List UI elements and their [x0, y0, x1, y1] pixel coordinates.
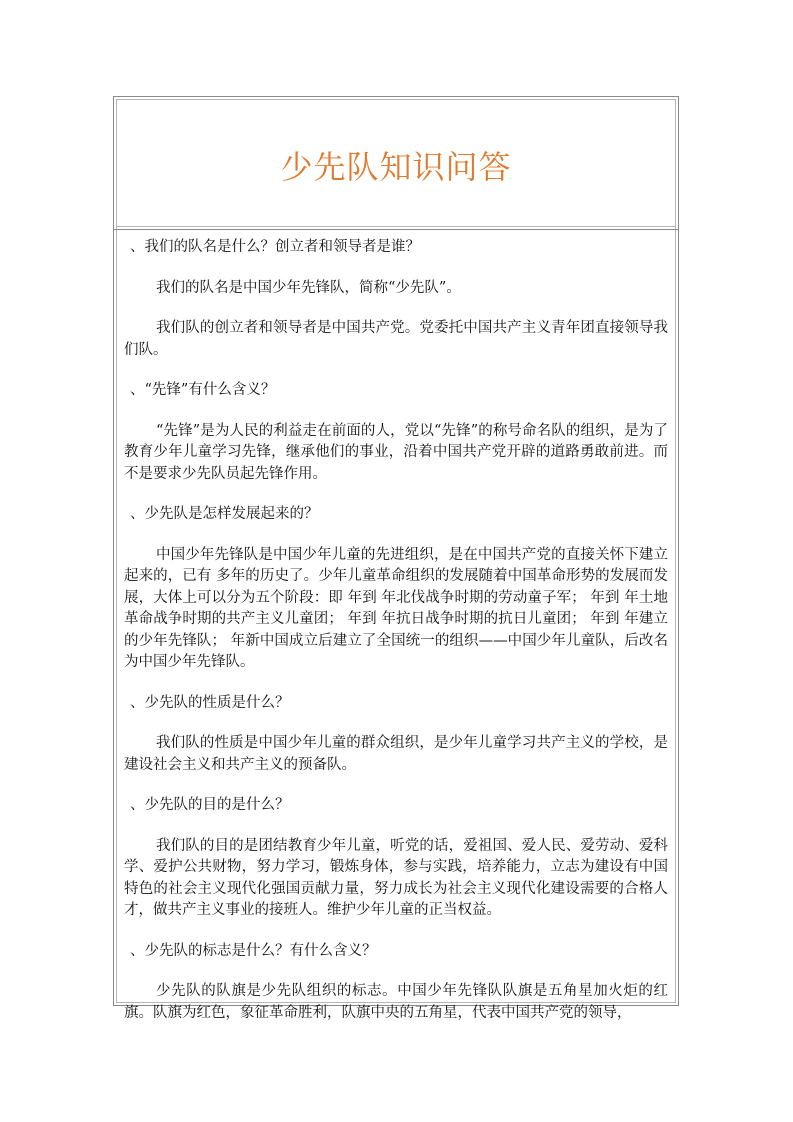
question-3: 、少先队是怎样发展起来的？ — [130, 506, 319, 522]
question-2: 、“先锋”有什么含义？ — [130, 382, 276, 398]
document-frame — [113, 96, 679, 1021]
title-box — [114, 97, 678, 230]
question-4: 、少先队的性质是什么？ — [130, 694, 290, 711]
answer-6-1: 少先队的队旗是少先队组织的标志。中国少年先锋队队旗是五角星加火炬的红旗。队旗为红色，象征革命胜利，队旗中央的五角星，代表中国共产党的领导， — [124, 983, 668, 1021]
question-1: 、我们的队名是什么？创立者和领导者是谁？ — [130, 239, 420, 255]
qa-content — [114, 230, 678, 1021]
answer-1-2: 我们队的创立者和领导者是中国共产党。党委托中国共产主义青年团直接领导我们队。 — [124, 320, 668, 358]
page-title: 少先队知识问答 — [280, 148, 512, 186]
answer-1-1: 我们的队名是中国少年先锋队，简称“少先队”。 — [156, 279, 461, 296]
answer-3-1: 中国少年先锋队是中国少年儿童的先进组织，是在中国共产党的直接关怀下建立起来的，已有 多年的历史了。少年儿童革命组织的发展随着中国革命形势的发展而发展，大体上可以分为五个阶段：即 年到 年北伐战争时期的劳动童子军； 年到 年土地革命战争时期的共产主义儿童团； 年到 年抗日战争时期的抗日儿童团； 年到 年建立的少年先锋队； 年新中国成立后建立了全国统一的组织——中国少年儿童队，后改名为中国少年先锋队。 — [124, 546, 668, 670]
answer-5-1: 我们队的目的是团结教育少年儿童，听党的话，爱祖国、爱人民、爱劳动、爱科学、爱护公共财物，努力学习，锻炼身体，参与实践，培养能力，立志为建设有中国特色的社会主义现代化强国贡献力量，努力成长为社会主义现代化建设需要的合格人才，做共产主义事业的接班人。维护少年儿童的正当权益。 — [124, 837, 668, 918]
question-6: 、少先队的标志是什么？有什么含义？ — [130, 942, 377, 959]
answer-2-1: “先锋”是为人民的利益走在前面的人，党以“先锋”的称号命名队的组织，是为了教育少年儿童学习先锋，继承他们的事业，沿着中国共产党开辟的道路勇敢前进。而不是要求少先队员起先锋作用。 — [124, 422, 668, 482]
answer-4-1: 我们队的性质是中国少年儿童的群众组织，是少年儿童学习共产主义的学校，是建设社会主义和共产主义的预备队。 — [124, 735, 668, 773]
question-5: 、少先队的目的是什么？ — [130, 797, 290, 813]
